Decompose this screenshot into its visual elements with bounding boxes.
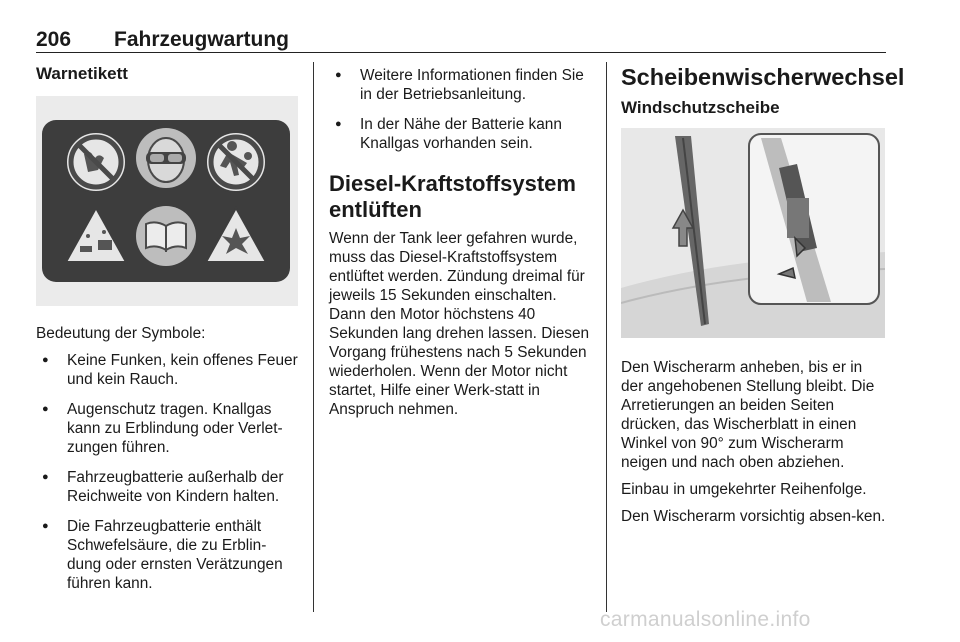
list-item: ● Keine Funken, kein offenes Feuer und kein Rauch. (36, 351, 298, 389)
watermark: carmanualsonline.info (600, 608, 811, 631)
list-item: ● In der Nähe der Batterie kann Knallgas vorhanden sein. (329, 115, 595, 153)
wiper-figure (621, 128, 885, 338)
list-item: ● Fahrzeugbatterie außerhalb der Reichweite von Kindern halten. (36, 468, 298, 506)
warning-label-figure (36, 96, 298, 306)
list-item: ● Weitere Informationen finden Sie in der Betriebsanleitung. (329, 66, 595, 104)
diesel-paragraph: Wenn der Tank leer gefahren wurde, muss das Diesel-Kraftstoffsystem entlüftet werden. Zündung dreimal für jeweils 15 Sekunden einschalten. Dann den Motor höchstens 40 Sekunden lang drehen lassen. Diesen Vorgang frühestens nach 5 Sekunden wiederholen. Wenn der Motor nicht startet, Hilfe einer Werk-statt in Anspruch nehmen. (329, 230, 590, 418)
page-number: 206 (36, 28, 72, 51)
heading-diesel-system: Diesel-Kraftstoffsystem entlüften (329, 171, 576, 222)
list-item: ● Die Fahrzeugbatterie enthält Schwefelsäure, die zu Erblin-dung oder ernsten Verätzungen führen kann. (36, 517, 298, 593)
keep-children-away-icon (206, 132, 266, 192)
wiper-paragraph-2: Einbau in umgekehrter Reihenfolge. (621, 481, 867, 498)
column-middle (329, 64, 595, 427)
wiper-paragraph-1: Den Wischerarm anheben, bis er in der angehobenen Stellung bleibt. Die Arretierungen an beiden Seiten drücken, das Wischerblatt in einen Winkel von 90° zum Wischerarm neigen und nach oben abziehen. (621, 359, 875, 471)
page-title: Fahrzeugwartung (114, 28, 290, 51)
read-manual-icon (136, 206, 196, 266)
section-title-warnetikett: Warnetikett (36, 64, 128, 83)
symbol-meaning-list (36, 351, 298, 593)
wiper-paragraph-3: Den Wischerarm vorsichtig absen-ken. (621, 508, 886, 525)
list-item: ● Augenschutz tragen. Knallgas kann zu Erblindung oder Verlet-zungen führen. (36, 400, 298, 457)
heading-wiper-change: Scheibenwischerwechsel (621, 64, 905, 90)
column-right (621, 64, 905, 534)
info-list (329, 66, 595, 153)
subheading-windshield: Windschutzscheibe (621, 98, 780, 117)
symbol-meaning-label: Bedeutung der Symbole: (36, 325, 206, 342)
column-divider (606, 62, 607, 612)
no-fire-icon (66, 132, 126, 192)
eye-protection-icon (136, 128, 196, 188)
page-header (36, 28, 886, 53)
column-left (36, 64, 298, 604)
column-divider (313, 62, 314, 612)
